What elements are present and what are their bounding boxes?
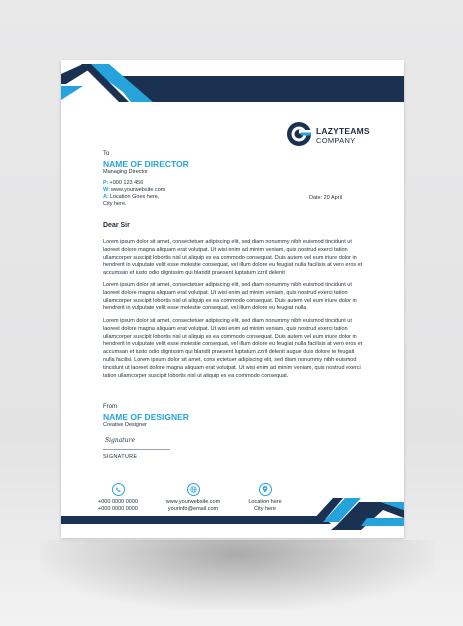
body-paragraph-1: Lorem ipsum dolor sit amet, consectetuer adipiscing elit, sed diam nonummy nibh euismod tincidunt ut laoreet dolore magna aliquam erat volutpat. Ut wisi enim ad minim veniam, quis nostrud exerci tation ullamcorper suscipit lobortis nisl ut aliquip ex ea commodo consequat. Duis autem vel eum iriure dolor in hendrerit in vulputate velit esse molestie consequat, vel illum dolore eu feugiat nulla facilisis at vero eros et accumsan et iusto odio dignissim qui blandit praesent luptatum zzril delenit [103,239,363,277]
letterhead-page [61,60,404,538]
phone-icon [112,483,125,496]
salutation: Dear Sir [103,222,130,229]
address-line-2: City here. [103,201,127,207]
address-line-1: Location Goes here, [109,194,160,200]
footer-website: www.yourwebsite.com [165,499,221,505]
footer-decoration [61,496,404,538]
header-decoration [61,60,404,120]
recipient-name: NAME OF DIRECTOR [103,159,189,169]
letter-date: Date: 20 April [309,195,343,201]
body-paragraph-2: Lorem ipsum dolor sit amet, consectetuer adipiscing elit, sed diam nonummy nibh euismod tincidunt ut laoreet dolore magna aliquam erat volutpat. Ut wisi enim ad minim veniam, quis nostrud exerci tation ullamcorper suscipit lobortis nisl ut aliquip ex ea commodo consequat. Duis autem vel eum iriure dolor in hendrerit in vulputate velit esse molestie consequat, vel illum dolore eu feugiat nulla [103,282,357,312]
company-logo [285,120,395,150]
body-paragraph-3: Lorem ipsum dolor sit amet, consectetuer adipiscing elit, sed diam nonummy nibh euismod tincidunt ut laoreet dolore magna aliquam erat volutpat. Ut wisi enim ad minim veniam, quis nostrud exerci tation ullamcorper suscipit lobortis nisl ut aliquip ex ea commodo consequat. Duis autem vel eum iriure dolor in hendrerit in vulputate velit esse molestie consequat, vel illum dolore eu feugiat nulla facilisis at vero eros et accumsan et iusto odio dignissim qui blandit praesent luptatum zzril delenit augue duis dolore te feugait nulla facilisi. Lorem ipsum dolor sit amet, cons ectetuer adipiscing elit, sed diam nonummy nibh euismod tincidunt ut laoreet dolore magna aliquam erat volutpat. Ut wisi enim ad minim veniam, quis nostrud exerci tation ullamcorper suscipit lobortis nisl ut aliquip ex ea commodo consequat. [103,318,363,379]
from-label: From [103,404,117,410]
page-shadow [40,540,435,610]
phone-value: +000 123 456 [109,180,144,186]
web-value: www.yourwebsite.com [110,187,166,193]
recipient-address [103,194,159,208]
sender-title: Creative Designer [103,422,148,428]
spiral-logo-icon [285,120,313,148]
sender-name: NAME OF DESIGNER [103,412,189,422]
globe-icon [187,483,200,496]
footer-location-1: Location here [248,499,282,505]
address-key: A: [103,194,109,200]
phone-key: P: [103,180,109,186]
footer-location-2: City here [253,506,276,512]
to-label: To [103,151,110,157]
company-subtitle: COMPANY [316,136,356,145]
footer-email: yourinfo@email.com [167,506,219,512]
signature-line [103,449,170,450]
signature-label: SIGNATURE [103,454,138,460]
recipient-phone [103,180,143,187]
signature-script: Signature [105,437,136,444]
footer-phone-2: +000 0000 0000 [98,506,138,512]
company-name: LAZYTEAMS [316,126,370,136]
recipient-website [103,187,165,194]
location-pin-icon [259,483,272,496]
recipient-title: Managing Director [103,169,148,175]
footer-phone-1: +000 0000 0000 [98,499,138,505]
web-key: W: [103,187,110,193]
